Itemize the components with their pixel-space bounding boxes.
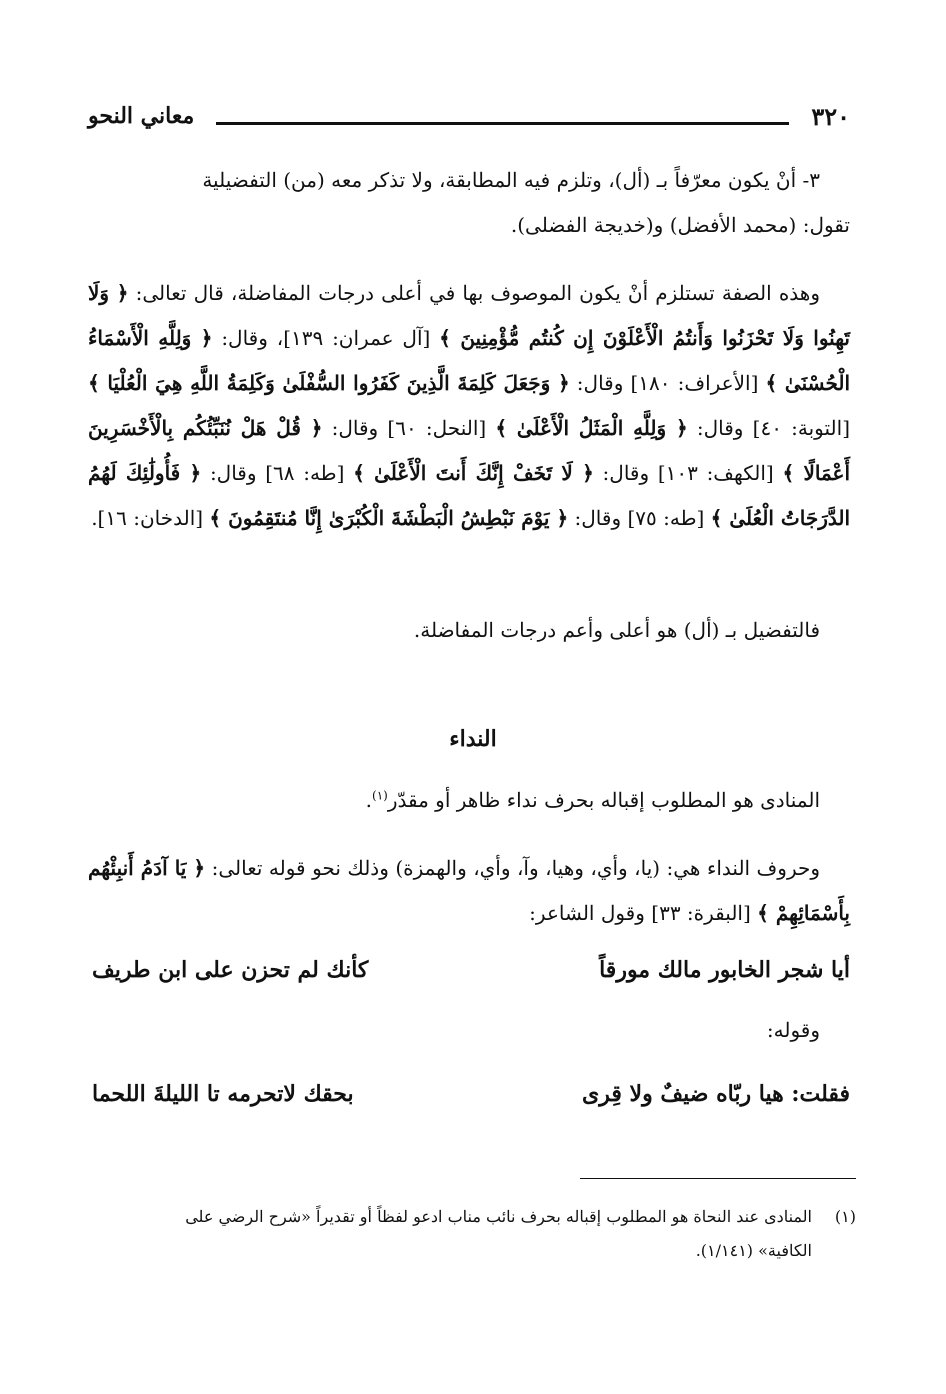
verse-2-first-hemistich: فقلت: هيا ربّاه ضيفٌ ولا قِرى	[581, 1081, 850, 1107]
definition-text	[88, 778, 850, 823]
verse-1-second-hemistich: كأنك لم تحزن على ابن طريف	[92, 957, 369, 983]
verse-2-second-hemistich: بحقك لاتحرمه تا الليلةَ اللحما	[92, 1081, 354, 1107]
condition-three-line: ٣- أنْ يكون معرّفاً بـ (أل)، وتلزم فيه المطابقة، ولا تذكر معه (من) التفضيلية	[202, 168, 820, 192]
ref-ad-dukhan: [الدخان: ١٦].	[91, 506, 210, 530]
letters-text	[88, 846, 850, 936]
condition-three-example: تقول: (محمد الأفضل) و(خديجة الفضلى).	[510, 213, 850, 237]
footnote-number: (١)	[834, 1207, 856, 1226]
quran-verse-ad-dukhan: ﴿ يَوْمَ نَبْطِشُ الْبَطْشَةَ الْكُبْرَىٰ إِنَّا مُنتَقِمُونَ ﴾	[209, 506, 569, 530]
paragraph-quran-examples	[88, 271, 850, 541]
paragraph-and-his-saying	[88, 1008, 850, 1053]
ref-taha-75: [طه: ٧٥] وقال:	[568, 506, 711, 530]
ref-taha-68: [طه: ٦٨] وقال:	[201, 461, 354, 485]
quran-verse-an-nahl: ﴿ وَلِلَّهِ الْمَثَلُ الْأَعْلَىٰ ﴾	[495, 416, 688, 440]
ref-al-araf: [الأعراف: ١٨٠] وقال:	[569, 371, 766, 395]
poetry-verse-1	[92, 948, 850, 992]
section-heading: النداء	[449, 726, 497, 752]
running-title: معاني النحو	[88, 103, 195, 129]
page-number: ٣٢٠	[811, 101, 850, 131]
footnote-ref: (١)	[372, 788, 388, 803]
quran-verse-taha-68: ﴿ لَا تَخَفْ إِنَّكَ أَنتَ الْأَعْلَىٰ ﴾	[353, 461, 594, 485]
footnote-continuation: الكافية» (١/١٤١).	[695, 1241, 812, 1260]
quran-verse-al-baqara: ﴿ يَا آدَمُ أَنبِئْهُم بِأَسْمَائِهِمْ ﴾	[88, 856, 850, 925]
footnote-text: المنادى عند النحاة هو المطلوب إقباله بحرف نائب مناب ادعو لفظاً أو تقديراً «شرح الرضي على	[185, 1207, 812, 1226]
paragraph-condition-three	[88, 158, 850, 248]
quran-verse-taha-75: ﴿ فَأُولَٰئِكَ لَهُمُ الدَّرَجَاتُ الْعُلَىٰ ﴾	[88, 461, 850, 530]
letters-intro: وحروف النداء هي: (يا، وأي، وهيا، وآ، وأي، والهمزة) وذلك نحو قوله تعالى:	[211, 856, 820, 880]
and-his-saying-text: وقوله:	[766, 1018, 820, 1042]
definition-end: .	[365, 788, 372, 812]
ref-an-nahl: [النحل: ٦٠] وقال:	[322, 416, 496, 440]
verse-1-first-hemistich: أيا شجر الخابور مالك مورقاً	[599, 957, 850, 983]
quran-verse-al-araf: ﴿ وَلِلَّهِ الْأَسْمَاءُ الْحُسْنَىٰ ﴾	[88, 326, 851, 395]
quran-verse-al-kahf: ﴿ قُلْ هَلْ نُنَبِّئُكُم بِالْأَخْسَرِينَ أَعْمَالًا ﴾	[88, 416, 851, 485]
paragraph-conclusion	[88, 608, 850, 653]
footnote	[92, 1200, 856, 1268]
conclusion-text: فالتفضيل بـ (أل) هو أعلى وأعم درجات المفاضلة.	[413, 618, 820, 642]
ref-al-imran: [آل عمران: ١٣٩]، وقال:	[212, 326, 440, 350]
quran-examples-text	[88, 271, 850, 541]
page-header	[88, 96, 850, 136]
definition-line: المنادى هو المطلوب إقباله بحرف نداء ظاهر أو مقدّر	[387, 788, 820, 812]
ref-al-kahf: [الكهف: ١٠٣] وقال:	[593, 461, 783, 485]
header-rule	[216, 122, 789, 125]
ref-at-tawba: [التوبة: ٤٠] وقال:	[687, 416, 850, 440]
footnote-separator	[580, 1178, 856, 1179]
ref-al-baqara: [البقرة: ٣٣] وقول الشاعر:	[529, 901, 758, 925]
quran-intro: وهذه الصفة تستلزم أنْ يكون الموصوف بها في أعلى درجات المفاضلة، قال تعالى:	[135, 281, 820, 305]
paragraph-definition	[88, 778, 850, 823]
quran-verse-al-imran: ﴿ وَلَا تَهِنُوا وَلَا تَحْزَنُوا وَأَنتُمُ الْأَعْلَوْنَ إِن كُنتُم مُّؤْمِنِينَ ﴾	[88, 281, 850, 350]
quran-verse-at-tawba: ﴿ وَجَعَلَ كَلِمَةَ الَّذِينَ كَفَرُوا السُّفْلَىٰ وَكَلِمَةُ اللَّهِ هِيَ الْعُلْيَا ﴾	[88, 371, 570, 395]
poetry-verse-2	[92, 1072, 850, 1116]
paragraph-vocative-letters	[88, 846, 850, 936]
